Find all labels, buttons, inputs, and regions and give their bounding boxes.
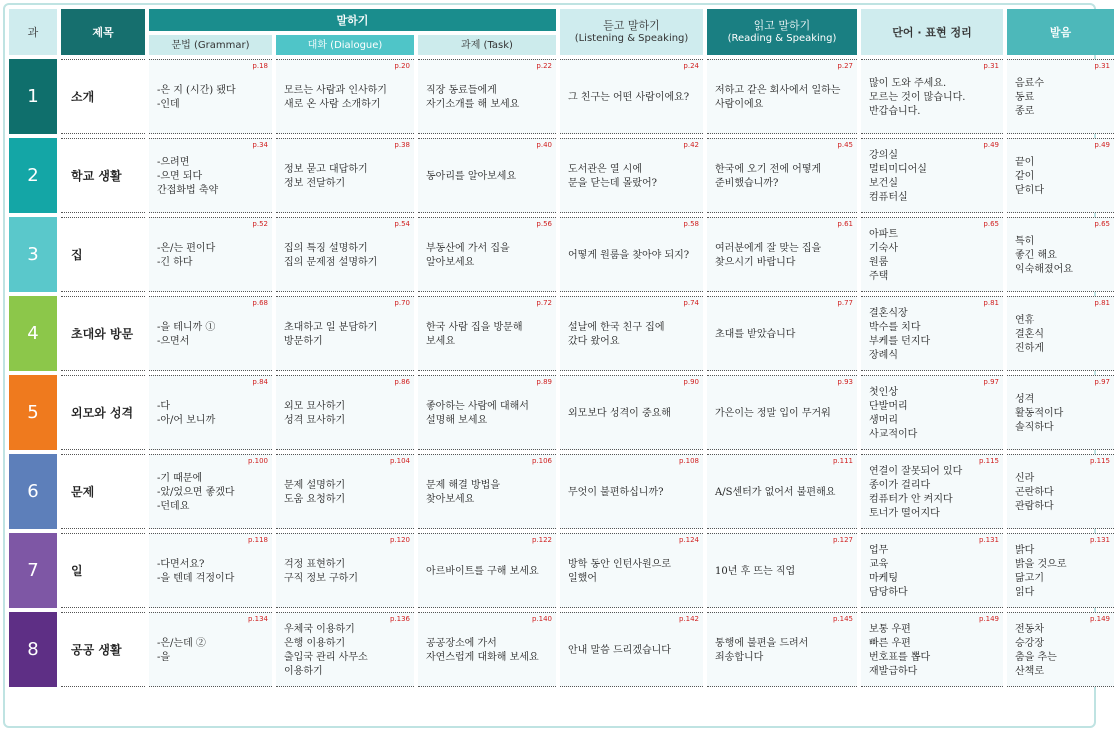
page-ref: p.108: [678, 457, 699, 465]
lesson-listening-cell: [560, 533, 703, 608]
cell-text-line: 도서관은 열 시에: [568, 163, 642, 175]
cell-text-line: 아파트: [869, 228, 898, 240]
cell-text-line: -을 텐데 걱정이다: [157, 572, 235, 584]
page-ref: p.68: [252, 299, 268, 307]
page-ref: p.124: [678, 536, 699, 544]
page-ref: p.24: [683, 62, 699, 70]
cell-text-line: 설날에 한국 친구 집에: [568, 321, 665, 333]
lesson-vocab-cell: [861, 533, 1003, 608]
lesson-grammar-cell: [149, 217, 272, 292]
cell-text-line: 주택: [869, 270, 889, 282]
cell-text-line: 강의실: [869, 149, 898, 161]
page-ref: p.100: [247, 457, 268, 465]
lesson-number: 1: [9, 59, 57, 134]
lesson-pron-cell: [1007, 59, 1114, 134]
cell-text-line: 관람하다: [1015, 500, 1054, 512]
cell-text-line: 부케를 던지다: [869, 335, 931, 347]
cell-text-line: 닫히다: [1015, 184, 1044, 196]
cell-text-line: 성격 묘사하기: [284, 414, 346, 426]
page-ref: p.149: [978, 615, 999, 623]
cell-text-line: 갔다 왔어요: [568, 335, 620, 347]
lesson-title: 초대와 방문: [61, 296, 145, 371]
header-listening-label: 듣고 말하기: [603, 19, 660, 32]
cell-text-line: 교육: [869, 558, 889, 570]
cell-text-line: 부동산에 가서 집을: [426, 242, 510, 254]
cell-text-line: 원룸: [869, 256, 889, 268]
lesson-reading-cell: [707, 296, 857, 371]
lesson-dialogue-cell: [276, 454, 414, 529]
curriculum-table: [9, 9, 1110, 722]
page-ref: p.31: [1094, 62, 1110, 70]
page-ref: p.81: [983, 299, 999, 307]
cell-text-line: -기 때문에: [157, 472, 203, 484]
page-ref: p.31: [983, 62, 999, 70]
header-pronunciation: [1007, 9, 1114, 55]
cell-text-line: 문제 설명하기: [284, 479, 346, 491]
lesson-pron-cell: [1007, 454, 1114, 529]
cell-text-line: 출입국 관리 사무소: [284, 651, 368, 663]
cell-text-line: -다면서요?: [157, 558, 205, 570]
cell-text-line: 밝을 것으로: [1015, 558, 1067, 570]
cell-text-line: 연휴: [1015, 314, 1035, 326]
header-lesson-number: [9, 9, 57, 55]
cell-text-line: 집의 특징 설명하기: [284, 242, 368, 254]
cell-text-line: -인데: [157, 98, 180, 110]
cell-text-line: -으면서: [157, 335, 190, 347]
cell-text-line: 신라: [1015, 472, 1035, 484]
cell-text-line: 솔직하다: [1015, 421, 1054, 433]
lesson-title: 문제: [61, 454, 145, 529]
cell-text-line: 직장 동료들에게: [426, 84, 497, 96]
page-ref: p.120: [389, 536, 410, 544]
cell-text-line: 특히: [1015, 235, 1035, 247]
lesson-task-cell: [418, 375, 556, 450]
page-ref: p.111: [832, 457, 853, 465]
cell-text-line: 아르바이트를 구해 보세요: [426, 565, 539, 577]
lesson-number: 6: [9, 454, 57, 529]
cell-text-line: -은/는데 ②: [157, 637, 206, 649]
cell-text-line: 박수를 치다: [869, 321, 921, 333]
page-ref: p.97: [1094, 378, 1110, 386]
lesson-number: 7: [9, 533, 57, 608]
cell-text-line: 기숙사: [869, 242, 898, 254]
lesson-title: 일: [61, 533, 145, 608]
page-ref: p.86: [394, 378, 410, 386]
lesson-dialogue-cell: [276, 533, 414, 608]
page-ref: p.106: [531, 457, 552, 465]
page-ref: p.118: [247, 536, 268, 544]
lesson-dialogue-cell: [276, 612, 414, 687]
header-speaking-label: 말하기: [336, 13, 369, 27]
lesson-reading-cell: [707, 454, 857, 529]
header-task: [418, 35, 556, 55]
cell-text-line: 간접화법 축약: [157, 184, 219, 196]
cell-text-line: 죄송합니다: [715, 651, 764, 663]
cell-text-line: 정보 묻고 대답하기: [284, 163, 368, 175]
page-ref: p.49: [983, 141, 999, 149]
cell-text-line: 승강장: [1015, 637, 1044, 649]
lesson-task-cell: [418, 217, 556, 292]
lesson-number: 2: [9, 138, 57, 213]
lesson-pron-cell: [1007, 217, 1114, 292]
cell-text-line: 종이가 걸리다: [869, 479, 931, 491]
cell-text-line: -았/었으면 좋겠다: [157, 486, 235, 498]
cell-text-line: 같이: [1015, 170, 1035, 182]
page-ref: p.27: [837, 62, 853, 70]
cell-text-line: 이용하기: [284, 665, 323, 677]
lesson-listening-cell: [560, 59, 703, 134]
cell-text-line: 통행에 불편을 드려서: [715, 637, 809, 649]
cell-text-line: 좋아하는 사람에 대해서: [426, 400, 529, 412]
lesson-reading-cell: [707, 59, 857, 134]
cell-text-line: 산책로: [1015, 665, 1044, 677]
lesson-task-cell: [418, 59, 556, 134]
lesson-grammar-cell: [149, 138, 272, 213]
lesson-task-cell: [418, 612, 556, 687]
lesson-number: 4: [9, 296, 57, 371]
cell-text-line: 외모보다 성격이 중요해: [568, 407, 671, 419]
cell-text-line: 동료: [1015, 91, 1035, 103]
cell-text-line: 10년 후 뜨는 직업: [715, 565, 796, 577]
page-ref: p.45: [837, 141, 853, 149]
lesson-dialogue-cell: [276, 138, 414, 213]
lesson-pron-cell: [1007, 612, 1114, 687]
lesson-vocab-cell: [861, 454, 1003, 529]
page-ref: p.149: [1089, 615, 1110, 623]
header-dialogue: [276, 35, 414, 55]
cell-text-line: 자기소개를 해 보세요: [426, 98, 520, 110]
lesson-reading-cell: [707, 612, 857, 687]
lesson-vocab-cell: [861, 217, 1003, 292]
header-reading-label: 읽고 말하기: [753, 19, 811, 32]
cell-text-line: 보통 우편: [869, 623, 911, 635]
lesson-listening-cell: [560, 612, 703, 687]
cell-text-line: 결혼식: [1015, 328, 1044, 340]
header-reading-sub: (Reading & Speaking): [727, 33, 837, 44]
cell-text-line: 은행 이용하기: [284, 637, 346, 649]
cell-text-line: 종로: [1015, 105, 1035, 117]
header-listening: [560, 9, 703, 55]
lesson-dialogue-cell: [276, 217, 414, 292]
cell-text-line: 안내 말씀 드리겠습니다: [568, 644, 671, 656]
cell-text-line: 문제 해결 방법을: [426, 479, 500, 491]
page-ref: p.90: [683, 378, 699, 386]
page-ref: p.127: [832, 536, 853, 544]
lesson-reading-cell: [707, 217, 857, 292]
page-ref: p.20: [394, 62, 410, 70]
cell-text-line: -으면 되다: [157, 170, 203, 182]
cell-text-line: 준비했습니까?: [715, 177, 779, 189]
lesson-task-cell: [418, 138, 556, 213]
cell-text-line: 컴퓨터실: [869, 191, 908, 203]
page-ref: p.115: [1089, 457, 1110, 465]
cell-text-line: 도움 요청하기: [284, 493, 346, 505]
lesson-dialogue-cell: [276, 59, 414, 134]
lesson-grammar-cell: [149, 375, 272, 450]
cell-text-line: 보세요: [426, 335, 455, 347]
lesson-task-cell: [418, 533, 556, 608]
cell-text-line: 집의 문제점 설명하기: [284, 256, 378, 268]
cell-text-line: 한국 사람 집을 방문해: [426, 321, 523, 333]
lesson-reading-cell: [707, 375, 857, 450]
page-ref: p.34: [252, 141, 268, 149]
cell-text-line: 찾으시기 바랍니다: [715, 256, 796, 268]
lesson-grammar-cell: [149, 533, 272, 608]
cell-text-line: 찾아보세요: [426, 493, 475, 505]
lesson-vocab-cell: [861, 296, 1003, 371]
page-ref: p.136: [389, 615, 410, 623]
cell-text-line: -긴 하다: [157, 256, 193, 268]
lesson-pron-cell: [1007, 533, 1114, 608]
lesson-title: 외모와 성격: [61, 375, 145, 450]
page-ref: p.58: [683, 220, 699, 228]
lesson-title: 소개: [61, 59, 145, 134]
cell-text-line: 한국에 오기 전에 어떻게: [715, 163, 822, 175]
cell-text-line: 장례식: [869, 349, 898, 361]
cell-text-line: 모르는 사람과 인사하기: [284, 84, 387, 96]
cell-text-line: 알아보세요: [426, 256, 475, 268]
lesson-title: 집: [61, 217, 145, 292]
cell-text-line: 설명해 보세요: [426, 414, 488, 426]
page-ref: p.61: [837, 220, 853, 228]
header-listening-sub: (Listening & Speaking): [574, 33, 689, 44]
page-ref: p.49: [1094, 141, 1110, 149]
page-ref: p.81: [1094, 299, 1110, 307]
header-grammar-label: 문법 (Grammar): [171, 39, 250, 51]
lesson-grammar-cell: [149, 612, 272, 687]
cell-text-line: 그 친구는 어떤 사람이에요?: [568, 91, 690, 103]
cell-text-line: A/S센터가 없어서 불편해요: [715, 486, 836, 498]
lesson-pron-cell: [1007, 375, 1114, 450]
cell-text-line: -던데요: [157, 500, 190, 512]
cell-text-line: 무엇이 불편하십니까?: [568, 486, 664, 498]
header-speaking: [149, 9, 556, 31]
lesson-pron-cell: [1007, 138, 1114, 213]
cell-text-line: 번호표를 뽑다: [869, 651, 931, 663]
cell-text-line: 사교적이다: [869, 428, 918, 440]
page-ref: p.77: [837, 299, 853, 307]
cell-text-line: 방학 동안 인턴사원으로: [568, 558, 671, 570]
cell-text-line: 모르는 것이 많습니다.: [869, 91, 966, 103]
cell-text-line: -다: [157, 400, 171, 412]
page-ref: p.52: [252, 220, 268, 228]
page-ref: p.140: [531, 615, 552, 623]
lesson-grammar-cell: [149, 59, 272, 134]
lesson-title: 공공 생활: [61, 612, 145, 687]
page-ref: p.74: [683, 299, 699, 307]
cell-text-line: 곤란하다: [1015, 486, 1054, 498]
page-ref: p.54: [394, 220, 410, 228]
cell-text-line: 외모 묘사하기: [284, 400, 346, 412]
lesson-task-cell: [418, 296, 556, 371]
page-ref: p.89: [536, 378, 552, 386]
lesson-number: 5: [9, 375, 57, 450]
page-ref: p.65: [983, 220, 999, 228]
cell-text-line: 일했어: [568, 572, 597, 584]
page-ref: p.122: [531, 536, 552, 544]
cell-text-line: -으려면: [157, 156, 190, 168]
cell-text-line: 결혼식장: [869, 307, 908, 319]
cell-text-line: 컴퓨터가 안 켜지다: [869, 493, 953, 505]
page-ref: p.115: [978, 457, 999, 465]
header-grammar: [149, 35, 272, 55]
cell-text-line: 빠른 우편: [869, 637, 911, 649]
lesson-grammar-cell: [149, 454, 272, 529]
cell-text-line: -은 지 (시간) 됐다: [157, 84, 236, 96]
page-ref: p.134: [247, 615, 268, 623]
cell-text-line: 담당하다: [869, 586, 908, 598]
cell-text-line: 우체국 이용하기: [284, 623, 355, 635]
lesson-listening-cell: [560, 375, 703, 450]
header-dialogue-label: 대화 (Dialogue): [307, 39, 383, 51]
cell-text-line: -아/어 보니까: [157, 414, 216, 426]
cell-text-line: 저하고 같은 회사에서 일하는: [715, 84, 841, 96]
page-ref: p.142: [678, 615, 699, 623]
cell-text-line: -은/는 편이다: [157, 242, 216, 254]
lesson-vocab-cell: [861, 612, 1003, 687]
cell-text-line: 가은이는 정말 입이 무거워: [715, 407, 831, 419]
cell-text-line: -을: [157, 651, 171, 663]
lesson-reading-cell: [707, 138, 857, 213]
cell-text-line: 단발머리: [869, 400, 908, 412]
cell-text-line: 전동차: [1015, 623, 1044, 635]
lesson-vocab-cell: [861, 138, 1003, 213]
lesson-title: 학교 생활: [61, 138, 145, 213]
cell-text-line: 사람이에요: [715, 98, 764, 110]
header-vocabulary-label: 단어 · 표현 정리: [892, 25, 972, 39]
cell-text-line: 첫인상: [869, 386, 898, 398]
lesson-dialogue-cell: [276, 375, 414, 450]
cell-text-line: 멀티미디어실: [869, 163, 927, 175]
cell-text-line: 생머리: [869, 414, 898, 426]
page-ref: p.72: [536, 299, 552, 307]
page-ref: p.93: [837, 378, 853, 386]
cell-text-line: 보건실: [869, 177, 898, 189]
cell-text-line: 여러분에게 잘 맞는 집을: [715, 242, 822, 254]
header-reading: [707, 9, 857, 55]
cell-text-line: 익숙해졌어요: [1015, 263, 1073, 275]
lesson-vocab-cell: [861, 375, 1003, 450]
cell-text-line: 밝다: [1015, 544, 1035, 556]
cell-text-line: 읽다: [1015, 586, 1035, 598]
lesson-reading-cell: [707, 533, 857, 608]
cell-text-line: 활동적이다: [1015, 407, 1064, 419]
cell-text-line: 업무: [869, 544, 889, 556]
cell-text-line: 마케팅: [869, 572, 898, 584]
lesson-number: 3: [9, 217, 57, 292]
lesson-listening-cell: [560, 454, 703, 529]
page-ref: p.131: [978, 536, 999, 544]
lesson-dialogue-cell: [276, 296, 414, 371]
lesson-grammar-cell: [149, 296, 272, 371]
page-ref: p.38: [394, 141, 410, 149]
cell-text-line: 초대하고 일 분담하기: [284, 321, 378, 333]
page-ref: p.70: [394, 299, 410, 307]
header-title: [61, 9, 145, 55]
lesson-vocab-cell: [861, 59, 1003, 134]
cell-text-line: 토너가 떨어지다: [869, 507, 940, 519]
header-task-label: 과제 (Task): [461, 39, 513, 51]
lesson-number: 8: [9, 612, 57, 687]
page-ref: p.104: [389, 457, 410, 465]
lesson-pron-cell: [1007, 296, 1114, 371]
cell-text-line: 초대를 받았습니다: [715, 328, 796, 340]
page-ref: p.84: [252, 378, 268, 386]
cell-text-line: 새로 온 사람 소개하기: [284, 98, 381, 110]
cell-text-line: 성격: [1015, 393, 1035, 405]
page-ref: p.18: [252, 62, 268, 70]
lesson-task-cell: [418, 454, 556, 529]
cell-text-line: 진하게: [1015, 342, 1044, 354]
cell-text-line: 동아리를 알아보세요: [426, 170, 517, 182]
cell-text-line: 재발급하다: [869, 665, 918, 677]
cell-text-line: -을 테니까 ①: [157, 321, 216, 333]
cell-text-line: 반갑습니다.: [869, 105, 921, 117]
lesson-listening-cell: [560, 138, 703, 213]
lesson-listening-cell: [560, 217, 703, 292]
page-ref: p.65: [1094, 220, 1110, 228]
header-lesson-number-label: 과: [27, 25, 39, 39]
cell-text-line: 연결이 잘못되어 있다: [869, 465, 963, 477]
page-ref: p.40: [536, 141, 552, 149]
header-pronunciation-label: 발음: [1049, 25, 1072, 39]
cell-text-line: 공공장소에 가서: [426, 637, 497, 649]
page-ref: p.97: [983, 378, 999, 386]
cell-text-line: 자연스럽게 대화해 보세요: [426, 651, 539, 663]
cell-text-line: 음료수: [1015, 77, 1044, 89]
cell-text-line: 좋긴 해요: [1015, 249, 1057, 261]
cell-text-line: 닮고기: [1015, 572, 1044, 584]
cell-text-line: 방문하기: [284, 335, 323, 347]
lesson-listening-cell: [560, 296, 703, 371]
cell-text-line: 정보 전달하기: [284, 177, 346, 189]
header-vocabulary: [861, 9, 1003, 55]
header-title-label: 제목: [92, 25, 114, 39]
cell-text-line: 어떻게 원룸을 찾아야 되지?: [568, 249, 690, 261]
cell-text-line: 춤을 추는: [1015, 651, 1057, 663]
page-ref: p.145: [832, 615, 853, 623]
cell-text-line: 문을 닫는데 몰랐어?: [568, 177, 657, 189]
page-ref: p.56: [536, 220, 552, 228]
cell-text-line: 끝이: [1015, 156, 1035, 168]
cell-text-line: 걱정 표현하기: [284, 558, 346, 570]
page-ref: p.22: [536, 62, 552, 70]
cell-text-line: 구직 정보 구하기: [284, 572, 358, 584]
page-ref: p.131: [1089, 536, 1110, 544]
cell-text-line: 많이 도와 주세요.: [869, 77, 947, 89]
page-ref: p.42: [683, 141, 699, 149]
